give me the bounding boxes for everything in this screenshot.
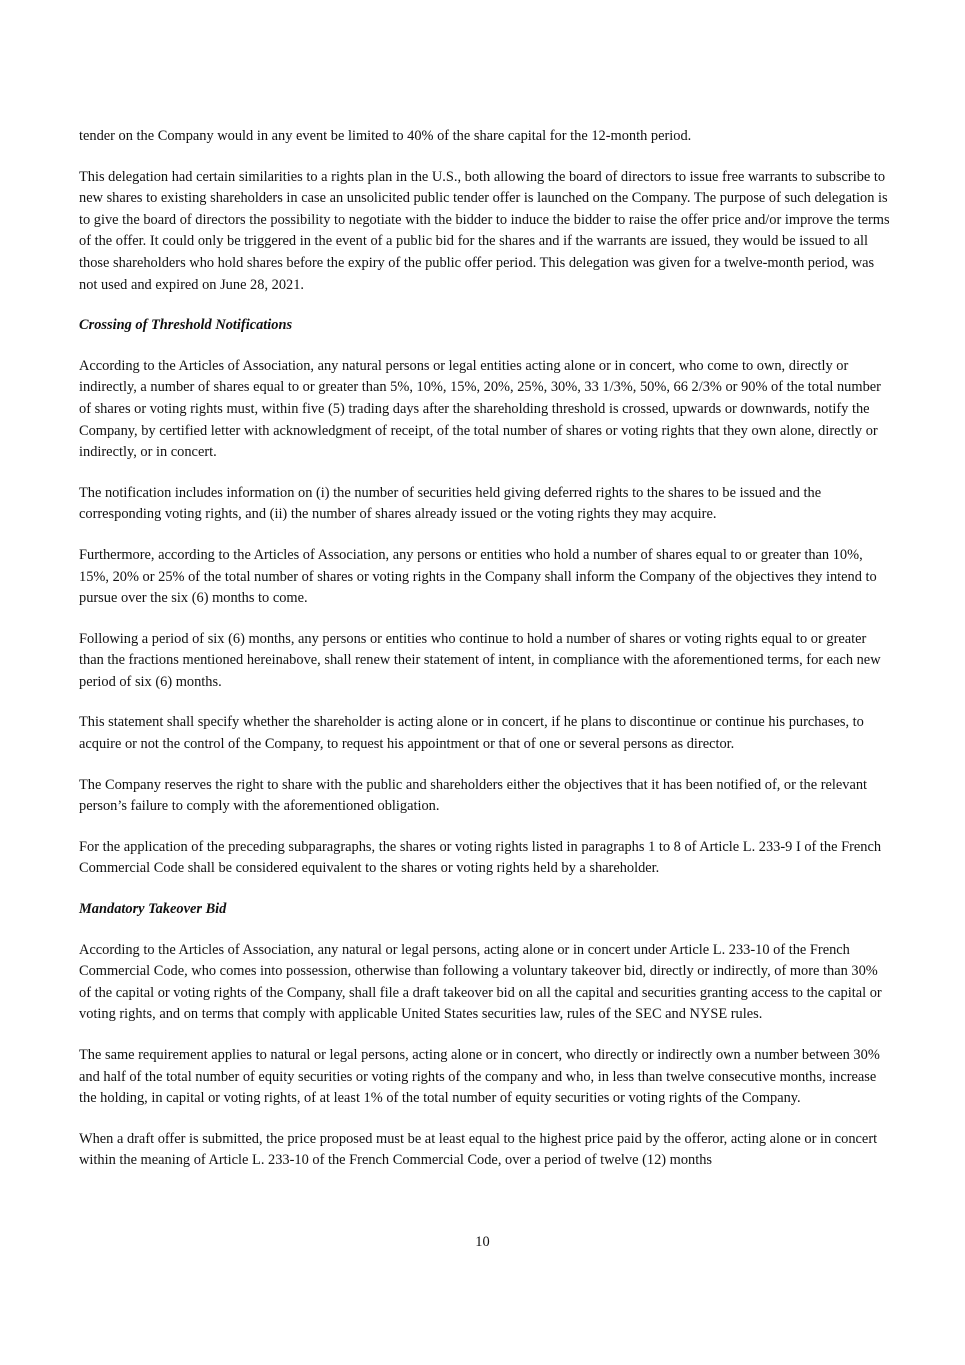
paragraph-draft-offer-price: When a draft offer is submitted, the price proposed must be at least equal to the highest price paid by the offeror, acting alone or in concert within the meaning of Article L. 233-10 of the French Commercial Code, over a period of twelve (12) months bbox=[79, 1130, 878, 1169]
section-heading-crossing-thresholds: Crossing of Threshold Notifications bbox=[79, 317, 293, 334]
paragraph-renew-statement: Following a period of six (6) months, any persons or entities who continue to hold a number of shares or voting rights equal to or greater than the fractions mentioned hereinabove, shall renew their statement of intent, in compliance with the aforementioned terms, for each new period of six (6) months. bbox=[79, 630, 881, 690]
paragraph-same-requirement: The same requirement applies to natural or legal persons, acting alone or in concert, who directly or indirectly own a number between 30% and half of the total number of equity securities or voting rights of the company and who, in less than twelve consecutive months, increase the holding, in capital or voting rights, of at least 1% of the total number of equity securities or voting rights of the Company. bbox=[79, 1047, 880, 1107]
paragraph-objectives-disclosure: Furthermore, according to the Articles of Association, any persons or entities who hold a number of shares equal to or greater than 10%, 15%, 20% or 25% of the total number of shares or voting rights in the Company shall inform the Company of the objectives they intend to pursue over the six (6) months to come. bbox=[79, 546, 877, 607]
paragraph-company-right-to-share: The Company reserves the right to share with the public and shareholders either the objectives that it has been notified of, or the relevant person’s failure to comply with the aforementioned obligation. bbox=[79, 776, 868, 815]
section-heading-mandatory-takeover: Mandatory Takeover Bid bbox=[79, 901, 227, 918]
page-number: 10 bbox=[475, 1234, 490, 1250]
paragraph-notification-contents: The notification includes information on (i) the number of securities held giving deferred rights to the shares to be issued and the corresponding voting rights, and (ii) the number of shares already issued or the voting rights they may acquire. bbox=[79, 484, 822, 523]
paragraph-mandatory-bid: According to the Articles of Association, any natural or legal persons, acting alone or in concert under Article L. 233-10 of the French Commercial Code, who comes into possession, otherwise than following a voluntary takeover bid, directly or indirectly, of more than 30% of the capital or voting rights of the Company, shall file a draft takeover bid on all the capital and securities granting access to the capital or voting rights, and on terms that comply with applicable United States securities law, rules of the SEC and NYSE rules. bbox=[79, 941, 882, 1023]
paragraph-threshold-notification: According to the Articles of Association, any natural persons or legal entities acting alone or in concert, who come to own, directly or indirectly, a number of shares equal to or greater than 5%, 10%, 15%, 20%, 25%, 30%, 33 1/3%, 50%, 66 2/3% or 90% of the total number of shares or voting rights must, within five (5) trading days after the shareholding threshold is crossed, upwards or downwards, notify the Company, by certified letter with acknowledgment of receipt, of the total number of shares or voting rights that they own alone, directly or indirectly, or in concert. bbox=[79, 357, 881, 461]
paragraph-delegation-rights-plan: This delegation had certain similarities to a rights plan in the U.S., both allowing the board of directors to issue free warrants to subscribe to new shares to existing shareholders in case an unsolicited public tender offer is launched on the Company. The purpose of such delegation is to give the board of directors the possibility to negotiate with the bidder to induce the bidder to raise the offer price and/or improve the terms of the offer. It could only be triggered in the event of a public bid for the shares and if the warrants are issued, they would be issued to all those shareholders who hold shares before the expiry of the public offer period. This delegation was given for a twelve-month period, was not used and expired on June 28, 2021. bbox=[79, 168, 890, 293]
paragraph-equivalent-shares: For the application of the preceding subparagraphs, the shares or voting rights listed in paragraphs 1 to 8 of Article L. 233-9 I of the French Commercial Code shall be considered equivalent to the shares or voting rights held by a shareholder. bbox=[79, 838, 882, 877]
paragraph-tender-limit: tender on the Company would in any event be limited to 40% of the share capital for the 12-month period. bbox=[79, 128, 692, 144]
paragraph-statement-specifics: This statement shall specify whether the shareholder is acting alone or in concert, if he plans to discontinue or continue his purchases, to acquire or not the control of the Company, to request his appointment or that of one or several persons as director. bbox=[79, 714, 864, 753]
document-body bbox=[79, 126, 891, 1191]
